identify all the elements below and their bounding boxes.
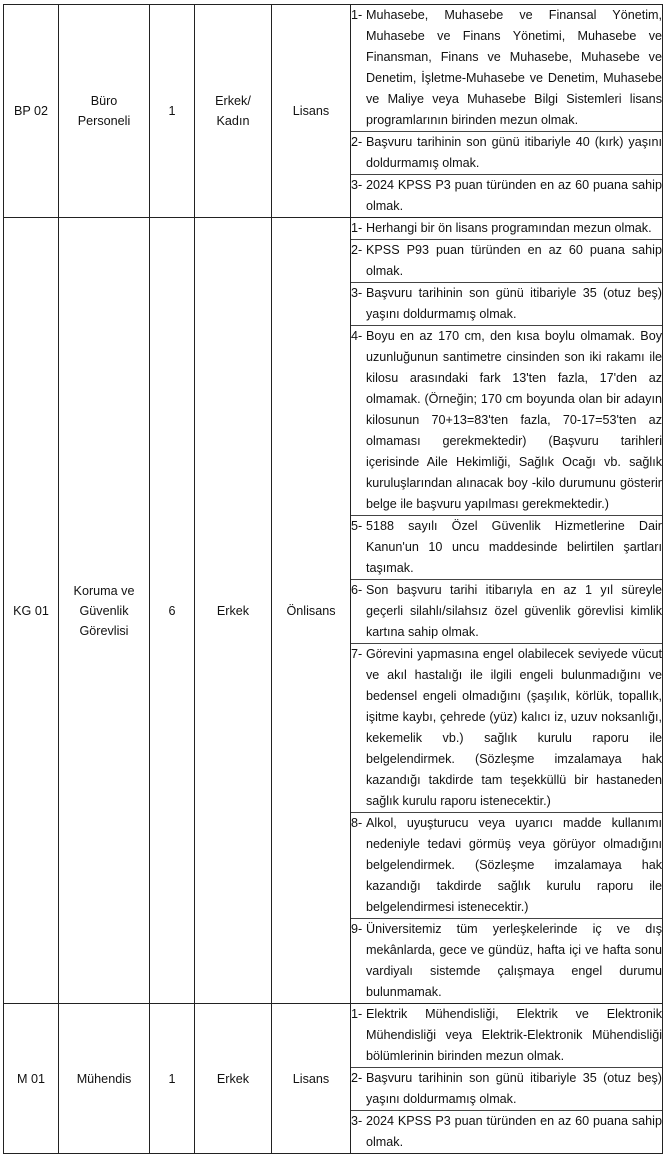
requirement-number: 6- — [351, 583, 363, 597]
position-title-line: Görevlisi — [79, 623, 129, 638]
requirement-item — [351, 580, 662, 644]
requirement-text: 2024 KPSS P3 puan türünden en az 60 puana sahip olmak. — [366, 1114, 662, 1149]
requirement-text: Başvuru tarihinin son günü itibariyle 35 (otuz beş) yaşını doldurmamış olmak. — [366, 1071, 662, 1106]
position-title — [59, 218, 150, 1004]
position-requirements — [351, 1004, 663, 1154]
requirement-number: 2- — [351, 1071, 363, 1085]
requirement-number: 3- — [351, 178, 363, 192]
position-gender — [195, 1004, 272, 1154]
position-title-line: Büro — [90, 94, 118, 108]
position-education: Önlisans — [272, 218, 351, 1004]
requirement-number: 2- — [351, 135, 363, 149]
position-education: Lisans — [272, 5, 351, 218]
requirement-number: 5- — [351, 519, 363, 533]
position-title — [59, 5, 150, 218]
requirement-number: 8- — [351, 816, 363, 830]
requirement-item — [351, 516, 662, 580]
requirement-number: 3- — [351, 1114, 363, 1128]
requirement-item — [351, 175, 662, 217]
requirement-number: 1- — [351, 1007, 363, 1021]
requirement-item — [351, 240, 662, 283]
position-code: KG 01 — [4, 218, 59, 1004]
table-row — [4, 218, 663, 1004]
requirement-text: Görevini yapmasına engel olabilecek seviyede vücut ve akıl hastalığı ile ilgili engeli bulunmadığını ve bedensel engeli olmadığını (şaşılık, körlük, topallık, işitme kaybı, çehrede (yüz) kalıcı iz, uzuv noksanlığı, kekemelik vb.) sağlık kurulu raporu ile belgelendirmek. (Sözleşme imzalamaya hak kazandığı takdirde tam teşekküllü bir hastaneden sağlık kurulu raporu istenecektir.) — [366, 647, 662, 808]
position-education: Lisans — [272, 1004, 351, 1154]
position-code: BP 02 — [4, 5, 59, 218]
position-gender-line: Erkek — [216, 1071, 250, 1086]
position-gender-line: Erkek — [216, 603, 250, 618]
requirement-text: Son başvuru tarihi itibarıyla en az 1 yıl süreyle geçerli silahlı/silahsız özel güvenlik görevlisi kimlik kartına sahip olmak. — [366, 583, 662, 639]
requirement-item — [351, 283, 662, 326]
requirement-item — [351, 644, 662, 813]
requirement-number: 2- — [351, 243, 363, 257]
table-row — [4, 1004, 663, 1154]
requirement-text: 5188 sayılı Özel Güvenlik Hizmetlerine Dair Kanun'un 10 uncu maddesinde belirtilen şartları taşımak. — [366, 519, 662, 575]
position-count: 1 — [150, 5, 195, 218]
position-gender-line: Kadın — [216, 114, 250, 128]
requirement-item — [351, 218, 662, 240]
requirement-number: 3- — [351, 286, 363, 300]
positions-table-body — [4, 5, 663, 1154]
position-title — [59, 1004, 150, 1154]
requirement-text: 2024 KPSS P3 puan türünden en az 60 puana sahip olmak. — [366, 178, 662, 213]
requirement-item — [351, 1111, 662, 1153]
position-gender-line: Erkek/ — [215, 94, 251, 108]
requirement-item — [351, 1004, 662, 1068]
position-title-line: Güvenlik — [79, 603, 129, 618]
requirement-text: Üniversitemiz tüm yerleşkelerinde iç ve dış mekânlarda, gece ve gündüz, hafta içi ve hafta sonu vardiyalı sistemde çalışmaya engel durumu bulunmamak. — [366, 922, 662, 999]
position-code: M 01 — [4, 1004, 59, 1154]
requirement-item — [351, 813, 662, 919]
table-row — [4, 5, 663, 218]
requirement-text: Muhasebe, Muhasebe ve Finansal Yönetim, Muhasebe ve Finans Yönetimi, Muhasebe ve Finansman, Finans ve Muhasebe, Muhasebe ve Denetim, İşletme-Muhasebe ve Denetim, Muhasebe ve Maliye veya Muhasebe Bilgi Sistemleri lisans programlarının birinden mezun olmak. — [366, 8, 662, 127]
position-requirements — [351, 5, 663, 218]
requirement-item — [351, 919, 662, 1003]
requirement-item — [351, 5, 662, 132]
requirement-item — [351, 1068, 662, 1111]
requirement-number: 7- — [351, 647, 363, 661]
requirement-number: 4- — [351, 329, 363, 343]
requirement-item — [351, 132, 662, 175]
requirement-text: Başvuru tarihinin son günü itibariyle 40 (kırk) yaşını doldurmamış olmak. — [366, 135, 662, 170]
requirement-item — [351, 326, 662, 516]
requirement-number: 1- — [351, 8, 363, 22]
requirement-number: 9- — [351, 922, 363, 936]
position-count: 1 — [150, 1004, 195, 1154]
position-title-line: Personeli — [77, 114, 131, 128]
requirement-number: 1- — [351, 221, 363, 235]
requirement-text: Alkol, uyuşturucu veya uyarıcı madde kullanımı nedeniyle tedavi görmüş veya görüyor olmadığını belgelendirmek. (Sözleşme imzalamaya hak kazandığı takdirde sağlık kurulu raporu ile belgelendirmesi istenecektir.) — [366, 816, 662, 914]
requirement-text: KPSS P93 puan türünden en az 60 puana sahip olmak. — [366, 243, 662, 278]
position-count: 6 — [150, 218, 195, 1004]
position-gender — [195, 218, 272, 1004]
position-title-line: Mühendis — [76, 1071, 132, 1086]
requirement-text: Başvuru tarihinin son günü itibariyle 35 (otuz beş) yaşını doldurmamış olmak. — [366, 286, 662, 321]
requirement-text: Boyu en az 170 cm, den kısa boylu olmamak. Boy uzunluğunun santimetre cinsinden son iki rakamı ile kilosu arasındaki fark 13'ten fazla, 17'den az olmamak. (Örneğin; 170 cm boyunda olan bir adayın kilosunun 70+13=83'ten fazla, 70-17=53'ten az olmaması gerekmektedir) (Başvuru tarihleri içerisinde Aile Hekimliği, Sağlık Ocağı vb. sağlık kuruluşlarından alınacak boy -kilo durumunu gösterir belge ile başvuru yapılması gerekmektedir.) — [366, 329, 662, 511]
position-requirements — [351, 218, 663, 1004]
requirement-text: Herhangi bir ön lisans programından mezun olmak. — [366, 221, 652, 235]
requirement-text: Elektrik Mühendisliği, Elektrik ve Elektronik Mühendisliği veya Elektrik-Elektronik Mühendisliği bölümlerinin birinden mezun olmak. — [366, 1007, 662, 1063]
positions-table — [3, 4, 663, 1154]
position-title-line: Koruma ve — [73, 583, 135, 598]
position-gender — [195, 5, 272, 218]
